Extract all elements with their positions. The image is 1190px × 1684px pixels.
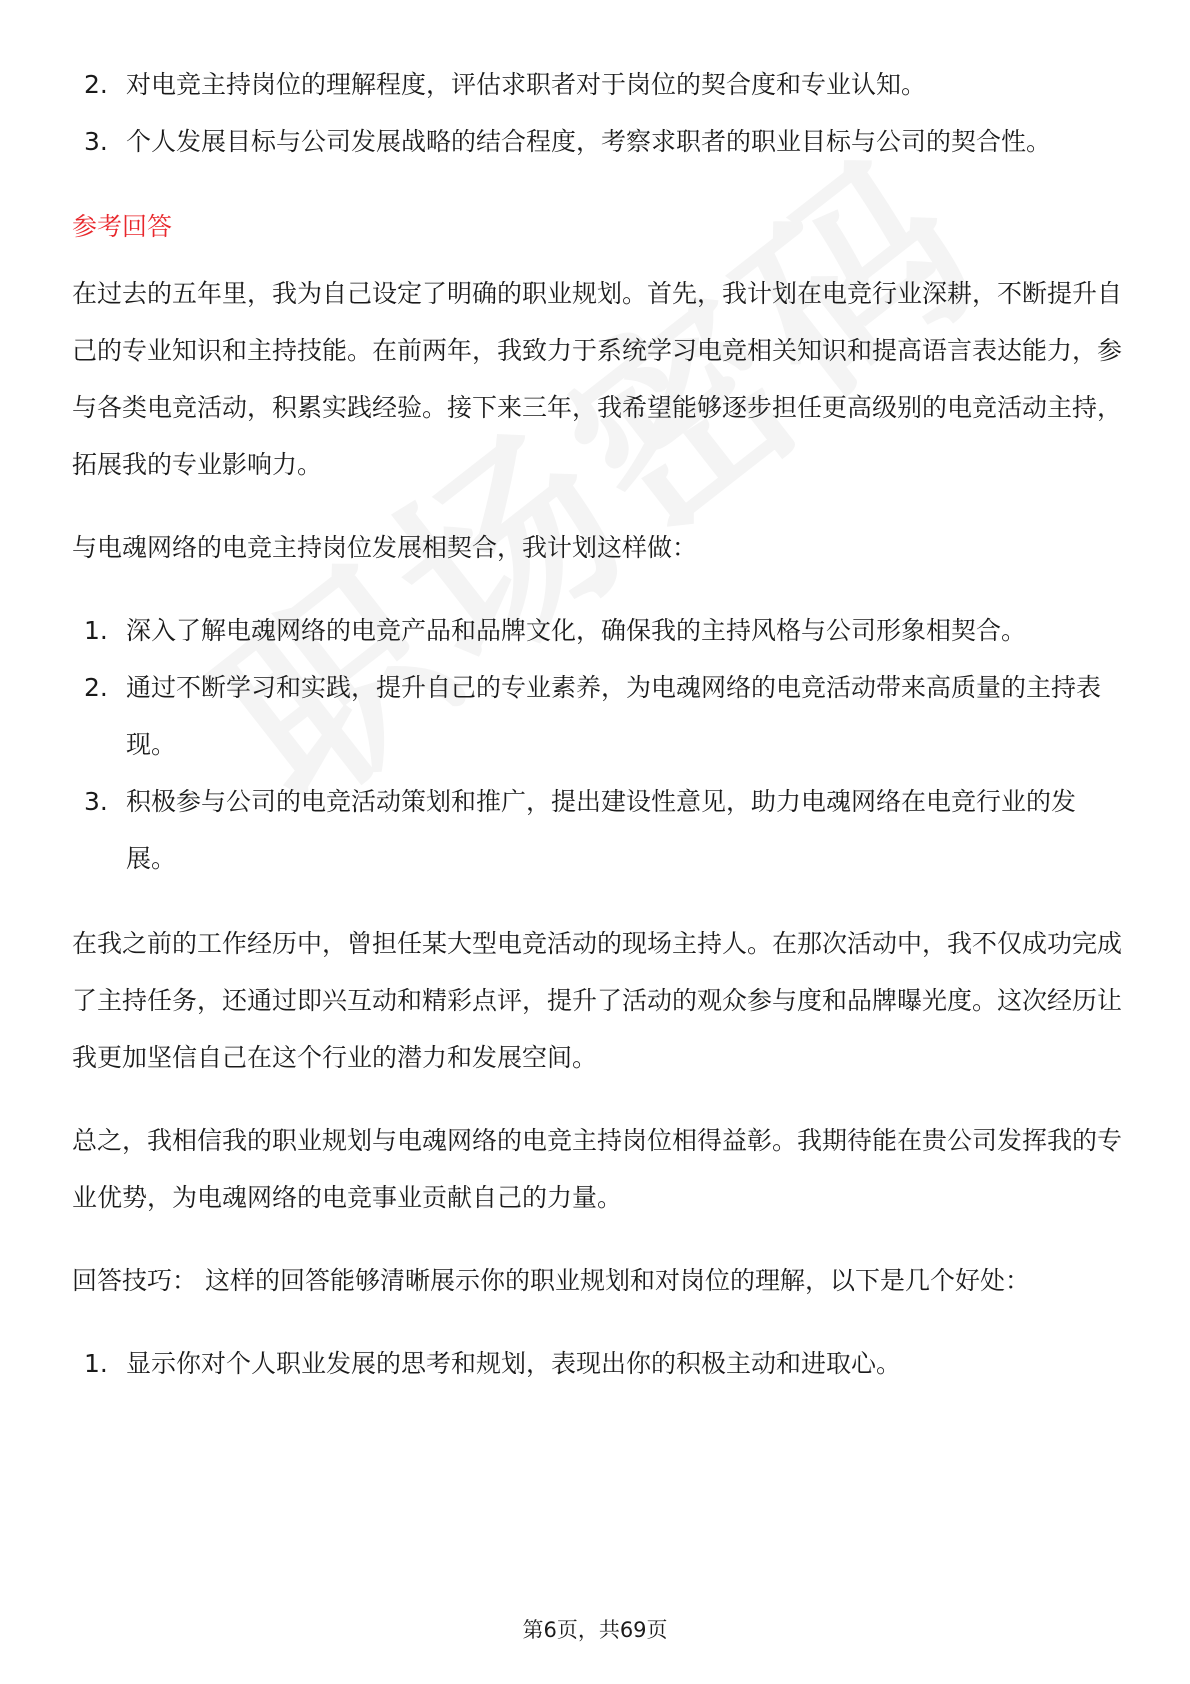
evaluation-criteria-list <box>72 56 1122 170</box>
list-item <box>72 113 1122 170</box>
list-item-text: 积极参与公司的电竞活动策划和推广，提出建设性意见，助力电魂网络在电竞行业的发展。 <box>126 787 1077 873</box>
plan-list <box>72 602 1122 887</box>
answer-paragraph: 总之，我相信我的职业规划与电魂网络的电竞主持岗位相得益彰。我期待能在贵公司发挥我的专业优势，为电魂网络的电竞事业贡献自己的力量。 <box>72 1126 1123 1212</box>
list-item-text: 显示你对个人职业发展的思考和规划，表现出你的积极主动和进取心。 <box>126 1349 902 1378</box>
list-item <box>72 602 1122 659</box>
section-title: 参考回答 <box>72 212 173 241</box>
answer-paragraph: 与电魂网络的电竞主持岗位发展相契合，我计划这样做： <box>72 533 698 562</box>
answer-paragraph: 在过去的五年里，我为自己设定了明确的职业规划。首先，我计划在电竞行业深耕，不断提升自己的专业知识和主持技能。在前两年，我致力于系统学习电竞相关知识和提高语言表达能力，参与各类电竞活动，积累实践经验。接下来三年，我希望能够逐步担任更高级别的电竞活动主持，拓展我的专业影响力。 <box>72 279 1123 479</box>
list-item <box>72 659 1122 773</box>
list-item-text: 深入了解电魂网络的电竞产品和品牌文化，确保我的主持风格与公司形象相契合。 <box>126 616 1027 645</box>
list-item <box>72 1335 1122 1392</box>
list-number: 2. <box>84 673 108 702</box>
list-item-text: 对电竞主持岗位的理解程度，评估求职者对于岗位的契合度和专业认知。 <box>126 70 927 99</box>
list-number: 1. <box>84 616 108 645</box>
tips-list <box>72 1335 1122 1392</box>
list-number: 2. <box>84 70 108 99</box>
list-item <box>72 773 1122 887</box>
page-number-footer: 第6页，共69页 <box>522 1618 668 1642</box>
tips-paragraph: 回答技巧： 这样的回答能够清晰展示你的职业规划和对岗位的理解，以下是几个好处： <box>72 1266 1030 1295</box>
answer-paragraph: 在我之前的工作经历中，曾担任某大型电竞活动的现场主持人。在那次活动中，我不仅成功完成了主持任务，还通过即兴互动和精彩点评，提升了活动的观众参与度和品牌曝光度。这次经历让我更加坚信自己在这个行业的潜力和发展空间。 <box>72 929 1123 1072</box>
list-item-text: 通过不断学习和实践，提升自己的专业素养，为电魂网络的电竞活动带来高质量的主持表现。 <box>126 673 1102 759</box>
list-item-text: 个人发展目标与公司发展战略的结合程度，考察求职者的职业目标与公司的契合性。 <box>126 127 1052 156</box>
list-number: 3. <box>84 787 108 816</box>
list-number: 3. <box>84 127 108 156</box>
list-number: 1. <box>84 1349 108 1378</box>
page-content <box>72 56 1122 1392</box>
list-item <box>72 56 1122 113</box>
